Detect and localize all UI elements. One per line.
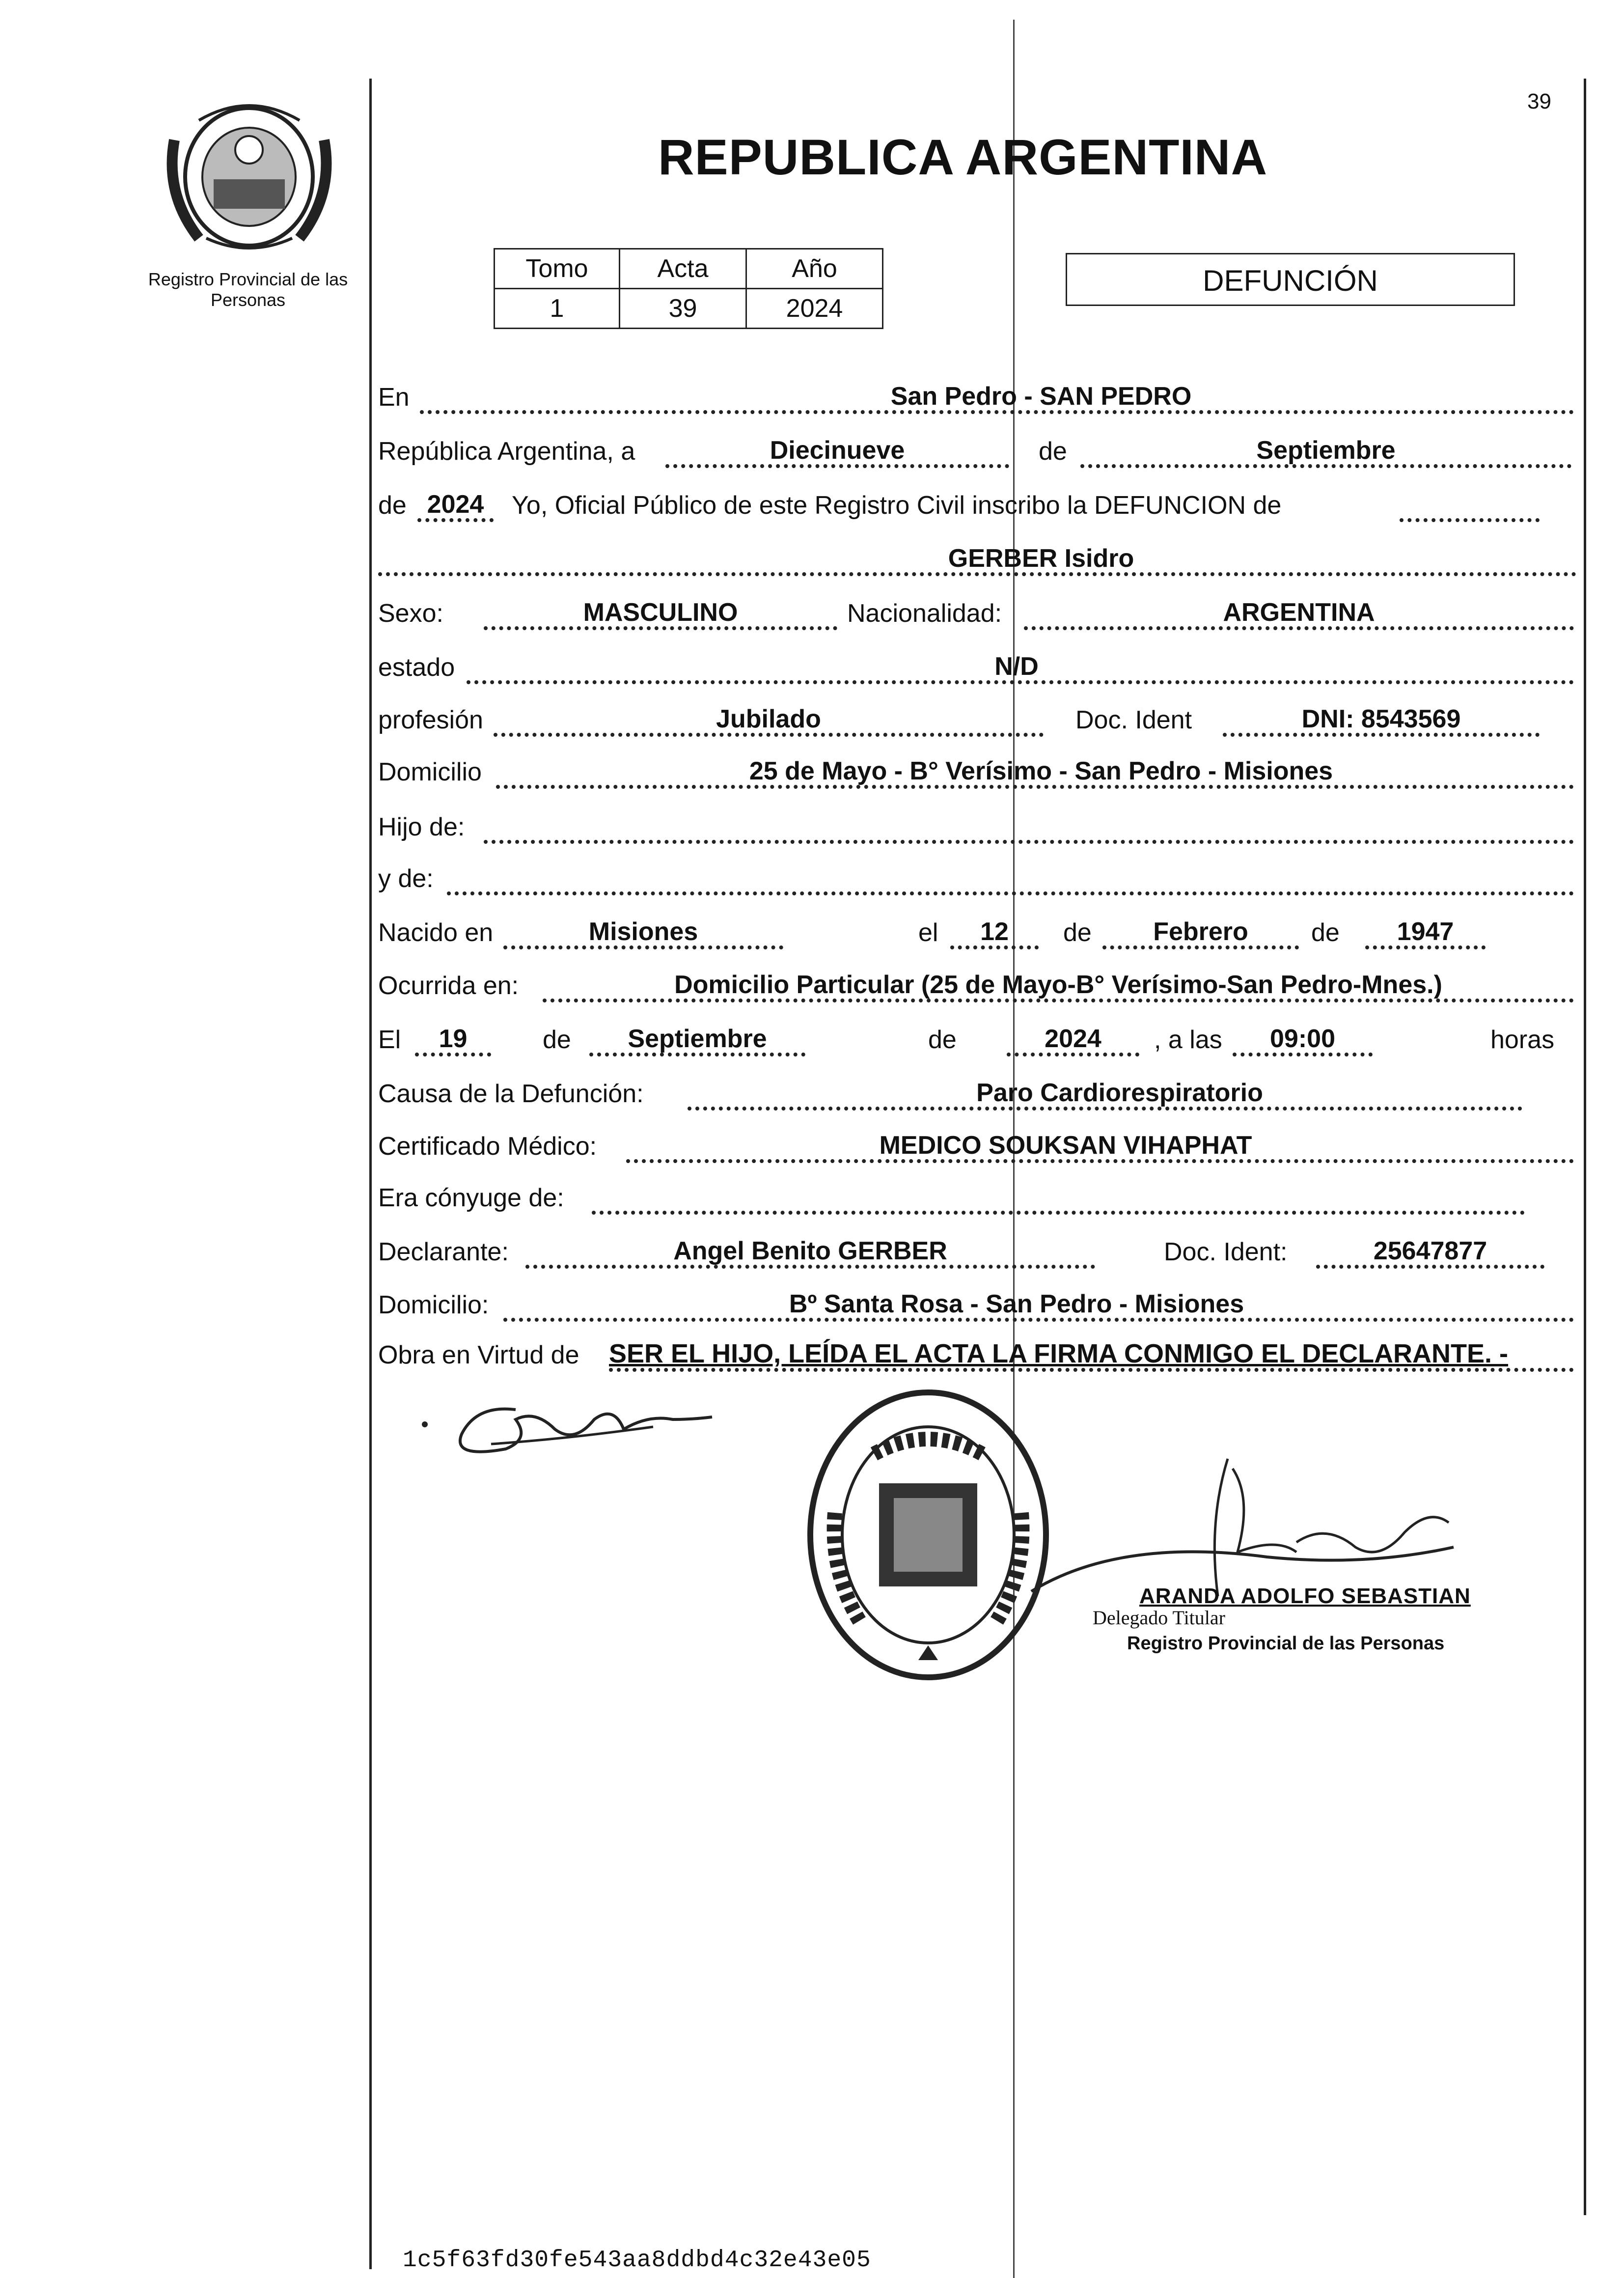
label-domicilio: Domicilio [378,758,482,786]
row-domicilio2 [378,1278,1576,1328]
row-conyuge [378,1171,1576,1221]
header-anio: Año [746,249,883,289]
row-obra [378,1329,1576,1378]
dotted-line [592,1181,1525,1215]
row-causa [378,1067,1576,1116]
page-title: REPUBLICA ARGENTINA [658,129,1268,185]
row-sexo [378,587,1576,636]
delegate-registry: Registro Provincial de las Personas [1127,1633,1445,1654]
label-certificado: Certificado Médico: [378,1132,597,1161]
label-el: El [378,1026,401,1054]
doc-ident-value: DNI: 8543569 [1301,705,1461,733]
place-value: San Pedro - SAN PEDRO [890,382,1192,411]
row-name [378,533,1576,582]
year-value: 2024 [427,490,484,519]
value-acta: 39 [620,289,746,329]
label-de: de [1311,918,1340,947]
label-profesion: profesión [378,706,483,734]
certificado-value: MEDICO SOUKSAN VIHAPHAT [879,1131,1252,1160]
row-date [378,425,1576,474]
label-doc-ident: Doc. Ident [1075,706,1192,734]
nacido-anio-value: 1947 [1397,917,1454,946]
label-horas: horas [1490,1026,1555,1054]
dotted-line [1400,489,1540,522]
doc-ident2-value: 25647877 [1373,1237,1487,1265]
right-margin-line [1584,79,1586,2215]
day-words-value: Diecinueve [770,436,905,465]
label-declarante: Declarante: [378,1238,509,1266]
header-tomo: Tomo [495,249,620,289]
label-a-las: , a las [1154,1026,1222,1054]
label-estado: estado [378,653,455,682]
row-en [378,371,1576,420]
domicilio-value: 25 de Mayo - B° Verísimo - San Pedro - Misiones [749,757,1333,785]
label-y-de: y de: [378,864,434,893]
label-sexo: Sexo: [378,599,443,628]
causa-value: Paro Cardiorespiratorio [976,1079,1263,1107]
label-ocurrida: Ocurrida en: [378,972,519,1000]
left-margin-line [369,79,372,2269]
label-obra: Obra en Virtud de [378,1341,579,1369]
row-profesion [378,694,1576,743]
label-el: el [918,918,938,947]
def-anio-value: 2024 [1045,1025,1101,1053]
deceased-name: GERBER Isidro [948,544,1134,573]
profesion-value: Jubilado [716,705,821,733]
declarante-value: Angel Benito GERBER [673,1237,947,1265]
page-number: 39 [1527,89,1551,113]
domicilio2-value: Bº Santa Rosa - San Pedro - Misiones [789,1290,1244,1318]
record-table [494,248,883,329]
sexo-value: MASCULINO [583,598,738,627]
label-hijo: Hijo de: [378,813,465,841]
value-anio: 2024 [746,289,883,329]
row-year [378,479,1576,528]
def-hora-value: 09:00 [1270,1025,1335,1053]
def-dia-value: 19 [439,1025,468,1053]
declarant-signature [417,1390,737,1464]
row-nacido [378,906,1576,955]
dotted-line [447,862,1574,895]
nacido-mes-value: Febrero [1153,917,1248,946]
province-emblem [155,96,344,255]
nacionalidad-value: ARGENTINA [1223,598,1375,627]
row-declarante [378,1225,1576,1275]
row-ocurrida [378,959,1576,1008]
official-stamp [800,1385,1056,1685]
officer-text: Yo, Oficial Público de este Registro Civil inscribo la DEFUNCION de [512,491,1282,520]
header-acta: Acta [620,249,746,289]
row-certificado [378,1120,1576,1169]
dotted-line [484,810,1574,844]
label-de: de [1063,918,1092,947]
document-hash: 1c5f63fd30fe543aa8ddbd4c32e43e05 [403,2247,871,2274]
label-de: de [928,1026,957,1054]
obra-value: SER EL HIJO, LEÍDA EL ACTA LA FIRMA CONMIGO EL DECLARANTE. - [609,1339,1509,1368]
label-nacido: Nacido en [378,918,494,947]
label-de-year: de [378,491,407,520]
label-doc-ident: Doc. Ident: [1164,1238,1288,1266]
label-conyuge: Era cónyuge de: [378,1184,564,1212]
row-domicilio [378,746,1576,795]
registry-label: Registro Provincial de las Personas [148,269,348,310]
row-estado [378,641,1576,690]
ocurrida-value: Domicilio Particular (25 de Mayo-B° Verísimo-San Pedro-Mnes.) [674,971,1442,999]
official-name: ARANDA ADOLFO SEBASTIAN [1139,1584,1471,1608]
label-nacionalidad: Nacionalidad: [847,599,1002,628]
row-hijo [378,801,1576,850]
month-value: Septiembre [1256,436,1396,465]
label-de: de [1039,437,1067,466]
row-fecha-defuncion [378,1013,1576,1062]
row-y-de [378,852,1576,901]
label-en: En [378,383,410,412]
nacido-lugar-value: Misiones [588,917,698,946]
label-republica: República Argentina, a [378,437,635,466]
label-domicilio: Domicilio: [378,1291,489,1319]
def-mes-value: Septiembre [628,1025,767,1053]
label-causa: Causa de la Defunción: [378,1080,644,1108]
value-tomo: 1 [495,289,620,329]
delegate-title: Delegado Titular [1093,1607,1225,1629]
record-type-box: DEFUNCIÓN [1066,253,1515,306]
label-de: de [543,1026,571,1054]
estado-value: N/D [994,652,1039,681]
nacido-dia-value: 12 [980,917,1009,946]
